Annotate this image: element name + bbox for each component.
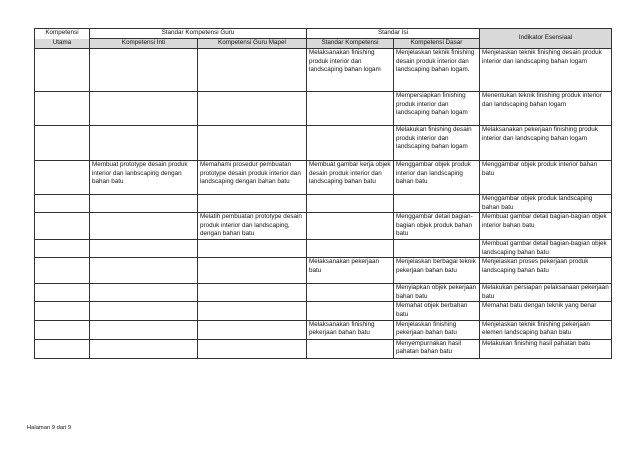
table-row	[35, 239, 612, 257]
cell-standar-kompetensi	[307, 284, 394, 302]
cell-kompetensi-dasar	[394, 195, 480, 213]
table-row	[35, 258, 612, 284]
cell-kompetensi-utama	[35, 258, 90, 284]
cell-standar-kompetensi: Melaksanakan pekerjaan batu	[307, 258, 394, 284]
cell-kompetensi-inti: Membuat prototype desain produk interior dan lanbscaping dengan bahan batu	[90, 161, 198, 195]
cell-kompetensi-dasar: Memahat objek berbahan batu	[394, 302, 480, 320]
header-kompetensi-inti: Kompetensi Inti	[90, 39, 198, 49]
cell-kompetensi-inti	[90, 284, 198, 302]
cell-kompetensi-guru-mapel: Memahami prosedur pembuatan prototype desain produk interior dan landscaping dengan bahan batu	[198, 161, 307, 195]
cell-kompetensi-dasar: Melakukan finishing desain produk interior dan landscaping bahan logam	[394, 126, 480, 161]
cell-kompetensi-dasar: Mempersiapkan finishing produk interior dan landscaping bahan logam	[394, 92, 480, 126]
cell-kompetensi-guru-mapel	[198, 339, 307, 358]
header-indikator-esensial: Indikator Esensiaal	[480, 29, 612, 49]
cell-kompetensi-utama	[35, 161, 90, 195]
cell-kompetensi-guru-mapel	[198, 195, 307, 213]
cell-kompetensi-inti	[90, 92, 198, 126]
table-row	[35, 213, 612, 240]
header-standar-kompetensi-guru: Standar Kompetensi Guru	[90, 29, 307, 39]
cell-indikator-esensial: Menggambar objek produk interior bahan batu	[480, 161, 612, 195]
table-row	[35, 320, 612, 339]
cell-kompetensi-inti	[90, 239, 198, 257]
cell-kompetensi-inti	[90, 213, 198, 240]
cell-indikator-esensial: Melakukan finishing hasil pahatan batu	[480, 339, 612, 358]
cell-kompetensi-dasar: Menjelaskan finishing pekerjaan bahan batu	[394, 320, 480, 339]
cell-standar-kompetensi: Membuat gambar kerja objek desain produk interior dan landscaping bahan batu	[307, 161, 394, 195]
cell-kompetensi-inti	[90, 49, 198, 92]
cell-kompetensi-guru-mapel: Melatih pembuatan prototype desain produk interior dan landscaping, dengan bahan batu	[198, 213, 307, 240]
cell-standar-kompetensi	[307, 92, 394, 126]
cell-kompetensi-dasar: Menjelaskan teknik finishing desain produk interior dan landscaping bahan logam.	[394, 49, 480, 92]
cell-kompetensi-dasar	[394, 239, 480, 257]
cell-kompetensi-guru-mapel	[198, 92, 307, 126]
header-kompetensi-utama-bottom: Utama	[35, 39, 90, 49]
cell-kompetensi-guru-mapel	[198, 49, 307, 92]
cell-kompetensi-inti	[90, 320, 198, 339]
table-row	[35, 302, 612, 320]
table-row	[35, 339, 612, 358]
cell-standar-kompetensi	[307, 302, 394, 320]
cell-kompetensi-guru-mapel	[198, 239, 307, 257]
cell-standar-kompetensi	[307, 239, 394, 257]
cell-kompetensi-inti	[90, 302, 198, 320]
table-row	[35, 92, 612, 126]
cell-kompetensi-dasar: Menyiapkan objek pekerjaan bahan batu	[394, 284, 480, 302]
cell-kompetensi-utama	[35, 195, 90, 213]
cell-indikator-esensial: Melaksanakan pekerjaan finishing produk interior dan landscaping bahan logam	[480, 126, 612, 161]
table-row	[35, 49, 612, 92]
header-kompetensi-guru-mapel: Kompetensi Guru Mapel	[198, 39, 307, 49]
cell-indikator-esensial: Menggambar objek produk landscaping bahan batu	[480, 195, 612, 213]
cell-kompetensi-utama	[35, 284, 90, 302]
cell-standar-kompetensi: Melaksanakan finishing produk interior dan landscaping bahan logam	[307, 49, 394, 92]
cell-indikator-esensial: Menjelaskan proses pekerjaan produk landscaping bahan batu	[480, 258, 612, 284]
cell-kompetensi-guru-mapel	[198, 126, 307, 161]
cell-kompetensi-utama	[35, 49, 90, 92]
cell-indikator-esensial: Memahat batu dengan teknik yang benar	[480, 302, 612, 320]
cell-standar-kompetensi	[307, 195, 394, 213]
cell-kompetensi-inti	[90, 195, 198, 213]
header-standar-isi: Standar Isi	[307, 29, 480, 39]
cell-kompetensi-utama	[35, 126, 90, 161]
cell-kompetensi-utama	[35, 302, 90, 320]
cell-standar-kompetensi	[307, 213, 394, 240]
cell-kompetensi-utama	[35, 320, 90, 339]
competency-table	[34, 28, 612, 359]
cell-kompetensi-dasar: Menggambar objek produk interior dan landscaping bahan batu	[394, 161, 480, 195]
cell-kompetensi-utama	[35, 339, 90, 358]
header-kompetensi-utama-top: Kompetensi	[35, 29, 90, 39]
table-row	[35, 126, 612, 161]
cell-kompetensi-guru-mapel	[198, 302, 307, 320]
cell-kompetensi-guru-mapel	[198, 258, 307, 284]
cell-indikator-esensial: Menjelaskan teknik finishing desain produk interior dan landscaping bahan logam	[480, 49, 612, 92]
cell-kompetensi-guru-mapel	[198, 284, 307, 302]
header-standar-kompetensi: Standar Kompetensi	[307, 39, 394, 49]
cell-indikator-esensial: Membuat gambar detail bagian-bagian objek interior bahan batu	[480, 213, 612, 240]
cell-kompetensi-utama	[35, 92, 90, 126]
cell-kompetensi-inti	[90, 339, 198, 358]
page-footer: Halaman 9 dari 9	[27, 425, 72, 431]
cell-kompetensi-dasar: Menyempurnakan hasil pahatan bahan batu	[394, 339, 480, 358]
cell-standar-kompetensi: Melaksanakan finishing pekerjaan bahan batu	[307, 320, 394, 339]
cell-indikator-esensial: Menentukan teknik finishing produk interior dan landscaping bahan logam	[480, 92, 612, 126]
cell-kompetensi-dasar: Menggambar detail bagian-bagian objek produk bahan batu	[394, 213, 480, 240]
cell-kompetensi-guru-mapel	[198, 320, 307, 339]
cell-kompetensi-utama	[35, 239, 90, 257]
cell-kompetensi-inti	[90, 258, 198, 284]
cell-indikator-esensial: Menjelaskan teknik finishing pekerjaan elemen landscaping bahan batu	[480, 320, 612, 339]
cell-kompetensi-dasar: Menjelaskan berbagai teknik pekerjaan bahan batu	[394, 258, 480, 284]
header-kompetensi-dasar: Kompetensi Dasar	[394, 39, 480, 49]
table-row	[35, 284, 612, 302]
cell-indikator-esensial: Membuat gambar detail bagian-bagian objek landscaping bahan batu	[480, 239, 612, 257]
table-row	[35, 161, 612, 195]
cell-indikator-esensial: Melakukan persiapan pelaksanaan pekerjaan batu	[480, 284, 612, 302]
cell-standar-kompetensi	[307, 126, 394, 161]
table-row	[35, 195, 612, 213]
cell-standar-kompetensi	[307, 339, 394, 358]
cell-kompetensi-inti	[90, 126, 198, 161]
cell-kompetensi-utama	[35, 213, 90, 240]
